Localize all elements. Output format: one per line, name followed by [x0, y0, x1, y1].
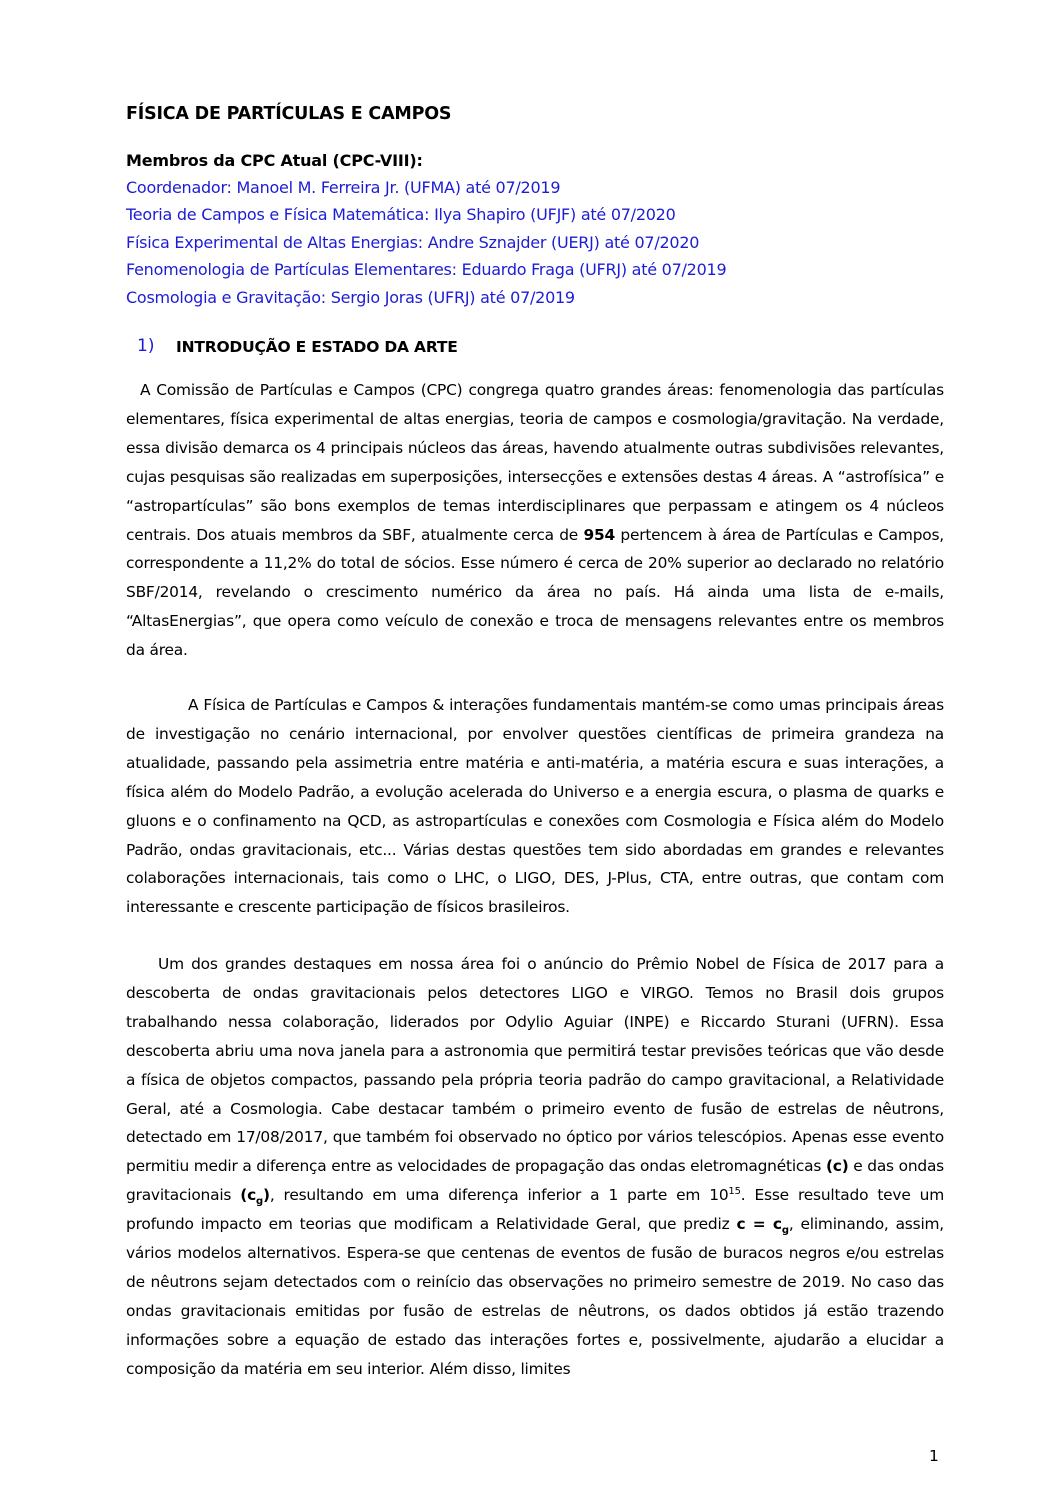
- equation-lhs: c = c: [736, 1215, 782, 1234]
- paragraph-intro-text-a: A Comissão de Partículas e Campos (CPC) congrega quatro grandes áreas: fenomenologia das partículas elementares, física experimental de altas energias, teoria de campos e cosmologia/gravitação. Na verdade, essa divisão demarca os 4 principais núcleos das áreas, havendo atualmente outras subdivisões relevantes, cujas pesquisas são realizadas em superposições, intersecções e extensões destas 4 áreas. A “astrofísica” e “astropartículas” são bons exemplos de temas interdisciplinares que perpassam e atingem os 4 núcleos centrais. Dos atuais membros da SBF, atualmente cerca de: [126, 381, 944, 544]
- paragraph-intro: [126, 376, 944, 665]
- exponent-15: 15: [728, 1186, 741, 1198]
- document-title: FÍSICA DE PARTÍCULAS E CAMPOS: [126, 104, 452, 124]
- section-number: 1): [137, 336, 155, 356]
- member-field-theory: Teoria de Campos e Física Matemática: Ilya Shapiro (UFJF) até 07/2020: [126, 205, 676, 224]
- speed-cg-open: (c: [240, 1186, 257, 1205]
- paragraph-gw-text-c: , resultando em uma diferença inferior a 1 parte em 10: [269, 1186, 729, 1205]
- member-coordinator: Coordenador: Manoel M. Ferreira Jr. (UFMA) até 07/2019: [126, 178, 561, 197]
- paragraph-gw-text-e: , eliminando, assim, vários modelos alternativos. Espera-se que centenas de eventos de fusão de buracos negros e/ou estrelas de nêutrons sejam detectados com o reinício das observações no primeiro semestre de 2019. No caso das ondas gravitacionais emitidas por fusão de estrelas de nêutrons, os dados obtidos já estão trazendo informações sobre a equação de estado das interações fortes e, possivelmente, ajudarão a elucidar a composição da matéria em seu interior. Além disso, limites: [126, 1215, 944, 1378]
- speed-cg-close: ): [262, 1186, 270, 1205]
- speed-cg-subscript: g: [256, 1196, 263, 1208]
- paragraph-gw-text-a: Um dos grandes destaques em nossa área foi o anúncio do Prêmio Nobel de Física de 2017 para a descoberta de ondas gravitacionais pelos detectores LIGO e VIRGO. Temos no Brasil dois grupos trabalhando nessa colaboração, liderados por Odylio Aguiar (INPE) e Riccardo Sturani (UFRN). Essa descoberta abriu uma nova janela para a astronomia que permitirá testar previsões teóricas que vão desde a física de objetos compactos, passando pela própria teoria padrão do campo gravitacional, a Relatividade Geral, até a Cosmologia. Cabe destacar também o primeiro evento de fusão de estrelas de nêutrons, detectado em 17/08/2017, que também foi observado no óptico por vários telescópios. Apenas esse evento permitiu medir a diferença entre as velocidades de propagação das ondas eletromagnéticas: [126, 955, 944, 1176]
- speed-c-label: (c): [825, 1157, 849, 1176]
- members-label: Membros da CPC Atual (CPC-VIII):: [126, 151, 423, 170]
- paragraph-gw-text-d: . Esse resultado teve um profundo impacto em teorias que modificam a Relatividade Geral, que prediz: [126, 1186, 944, 1234]
- member-phenomenology: Fenomenologia de Partículas Elementares: Eduardo Fraga (UFRJ) até 07/2019: [126, 260, 727, 279]
- paragraph-gravitational-waves: [126, 950, 944, 1384]
- member-cosmology: Cosmologia e Gravitação: Sergio Joras (UFRJ) até 07/2019: [126, 288, 575, 307]
- page-number: 1: [929, 1447, 939, 1465]
- member-count: 954: [583, 525, 615, 544]
- paragraph-intro-text-b: pertencem à área de Partículas e Campos, correspondente a 11,2% do total de sócios. Esse número é cerca de 20% superior ao declarado no relatório SBF/2014, revelando o crescimento numérico da área no país. Há ainda uma lista de e-mails, “AltasEnergias”, que opera como veículo de conexão e troca de mensagens relevantes entre os membros da área.: [126, 525, 944, 660]
- member-experimental: Física Experimental de Altas Energias: Andre Sznajder (UERJ) até 07/2020: [126, 233, 700, 252]
- equation-subscript: g: [781, 1225, 789, 1237]
- equation-c-equals-cg: [736, 1215, 789, 1237]
- section-title: INTRODUÇÃO E ESTADO DA ARTE: [176, 338, 458, 356]
- paragraph-research-topics: A Física de Partículas e Campos & interações fundamentais mantém-se como umas principais áreas de investigação no cenário internacional, por envolver questões científicas de primeira grandeza na atualidade, passando pela assimetria entre matéria e anti-matéria, a matéria escura e suas interações, a física além do Modelo Padrão, a evolução acelerada do Universo e a energia escura, o plasma de quarks e gluons e o confinamento na QCD, as astropartículas e conexões com Cosmologia e Física além do Modelo Padrão, ondas gravitacionais, etc... Várias destas questões tem sido abordadas em grandes e relevantes colaborações internacionais, tais como o LHC, o LIGO, DES, J-Plus, CTA, entre outras, que contam com interessante e crescente participação de físicos brasileiros.: [126, 696, 944, 917]
- paragraph-gw-text-b: e das ondas gravitacionais: [126, 1157, 944, 1205]
- speed-cg-label: [240, 1186, 270, 1208]
